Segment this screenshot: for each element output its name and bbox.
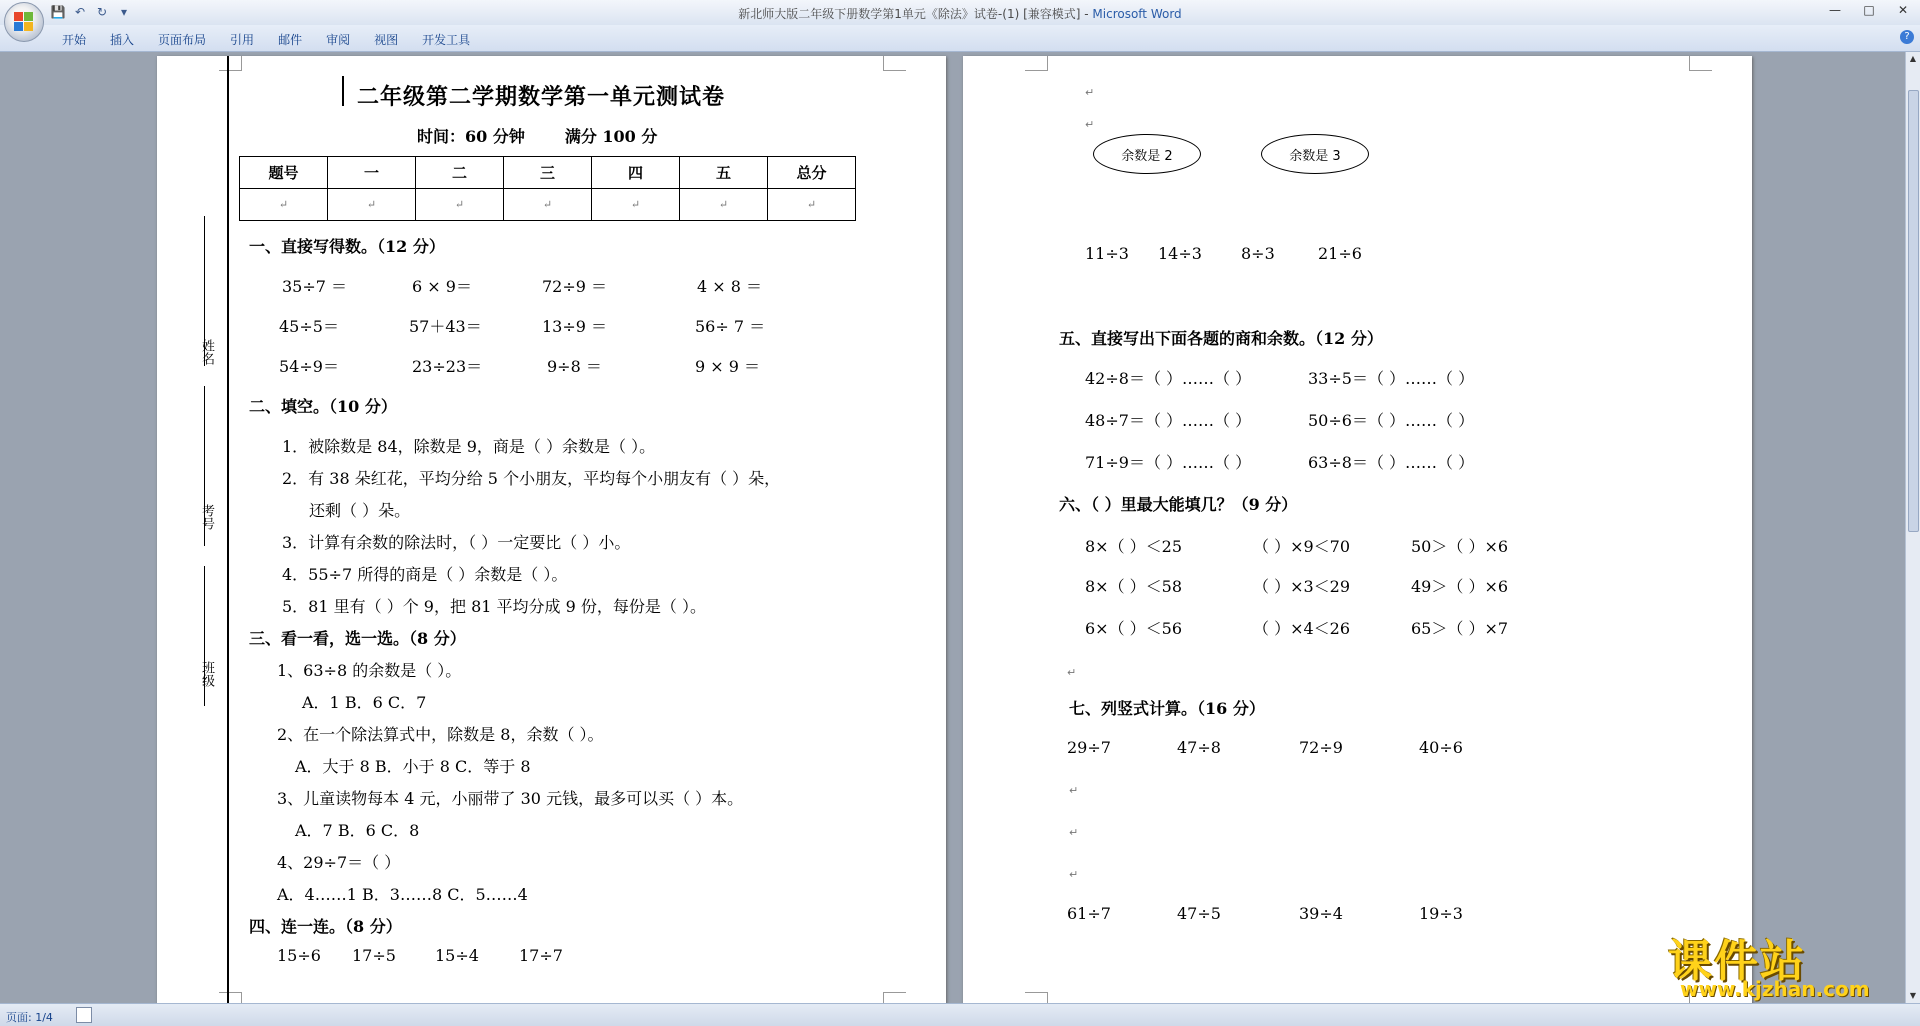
fill-item: 还剩（ ）朵。: [309, 501, 411, 520]
choice-question: 4、29÷7＝（ ）: [277, 853, 401, 872]
score-cell[interactable]: ↵: [504, 189, 592, 221]
scroll-down-icon[interactable]: ▼: [1909, 991, 1917, 1000]
document-title: 新北师大版二年级下册数学第1单元《除法》试卷-(1) [兼容模式] -: [738, 7, 1093, 21]
question-item: 57＋43＝: [409, 317, 482, 336]
paragraph-mark: ↵: [1069, 868, 1079, 881]
question-item: 50＞（ ）×6: [1411, 537, 1509, 556]
fill-item: 4．55÷7 所得的商是（ ）余数是（ ）。: [282, 565, 568, 584]
question-item: 65＞（ ）×7: [1411, 619, 1509, 638]
choice-options: A．1 B．6 C．7: [302, 693, 427, 712]
tab-home[interactable]: 开始: [62, 33, 87, 47]
question-item: 9 × 9 ＝: [695, 357, 761, 376]
paragraph-mark: ↵: [1085, 118, 1095, 131]
page-1[interactable]: [157, 56, 946, 1003]
question-item: 48÷7＝（ ）……（ ）: [1085, 411, 1252, 430]
tab-page-layout[interactable]: 页面布局: [158, 33, 207, 47]
question-item: 4 × 8 ＝: [697, 277, 763, 296]
binding-line: [227, 56, 229, 1003]
window-title: [0, 5, 1920, 22]
watermark-logo: [1668, 925, 1900, 1003]
connect-item: 21÷6: [1318, 244, 1362, 263]
score-cell[interactable]: ↵: [768, 189, 856, 221]
choice-question: 1、63÷8 的余数是（ ）。: [277, 661, 462, 680]
question-item: 13÷9 ＝: [542, 317, 608, 336]
table-header: 四: [592, 157, 680, 189]
section-7-heading: 七、列竖式计算。（16 分）: [1069, 699, 1265, 718]
score-cell[interactable]: ↵: [592, 189, 680, 221]
section-3-heading: 三、看一看，选一选。（8 分）: [249, 629, 466, 648]
section-2-heading: 二、填空。（10 分）: [249, 397, 397, 416]
question-item: 19÷3: [1419, 904, 1463, 923]
question-item: 40÷6: [1419, 738, 1463, 757]
binding-exam-no-label: 考号: [199, 504, 214, 530]
question-item: 56÷ 7 ＝: [695, 317, 766, 336]
table-row: [240, 157, 856, 189]
question-item: 72÷9 ＝: [542, 277, 608, 296]
tab-references[interactable]: 引用: [230, 33, 255, 47]
cursor-bar: [342, 76, 344, 106]
score-cell[interactable]: ↵: [240, 189, 328, 221]
ribbon-tabs: [50, 29, 482, 51]
answer-oval: 余数是 2: [1093, 134, 1201, 174]
section-4-heading: 四、连一连。（8 分）: [249, 917, 402, 936]
question-item: 6×（ ）＜56: [1085, 619, 1183, 638]
question-item: 47÷8: [1177, 738, 1221, 757]
scroll-thumb[interactable]: [1908, 90, 1919, 532]
title-bar: [0, 0, 1920, 25]
page-indicator[interactable]: 页面: 1/4: [6, 1011, 53, 1024]
paragraph-mark: ↵: [1069, 826, 1079, 839]
fill-item: 2．有 38 朵红花，平均分给 5 个小朋友，平均每个小朋友有（ ）朵，: [282, 469, 781, 488]
paper-title: 二年级第二学期数学第一单元测试卷: [357, 84, 726, 110]
tab-developer[interactable]: 开发工具: [422, 33, 471, 47]
watermark-text: 课件站: [1668, 936, 1806, 987]
question-item: 63÷8＝（ ）……（ ）: [1308, 453, 1475, 472]
score-cell[interactable]: ↵: [328, 189, 416, 221]
question-item: 54÷9＝: [279, 357, 339, 376]
section-1-heading: 一、直接写得数。（12 分）: [249, 237, 445, 256]
score-table: [239, 156, 856, 221]
question-item: 49＞（ ）×6: [1411, 577, 1509, 596]
connect-item: 15÷6: [277, 946, 321, 965]
document-workspace: [0, 52, 1906, 1003]
table-header: 三: [504, 157, 592, 189]
question-item: 9÷8 ＝: [547, 357, 602, 376]
office-button[interactable]: [4, 2, 44, 42]
question-item: （ ）×3＜29: [1253, 577, 1351, 596]
question-item: 47÷5: [1177, 904, 1221, 923]
page-2[interactable]: [963, 56, 1752, 1003]
score-cell[interactable]: ↵: [416, 189, 504, 221]
app-name: Microsoft Word: [1092, 7, 1182, 21]
save-icon[interactable]: 💾: [50, 5, 66, 19]
time-limit: 时间：60 分钟: [417, 127, 525, 146]
status-bar: [0, 1003, 1920, 1026]
question-item: （ ）×9＜70: [1253, 537, 1351, 556]
connect-item: 14÷3: [1158, 244, 1202, 263]
fill-item: 5．81 里有（ ）个 9，把 81 平均分成 9 份，每份是（ ）。: [282, 597, 706, 616]
scroll-up-icon[interactable]: ▲: [1909, 54, 1917, 63]
paper-subtitle: [417, 124, 697, 147]
section-6-heading: 六、（ ）里最大能填几？（9 分）: [1059, 495, 1298, 514]
fill-item: 1．被除数是 84，除数是 9，商是（ ）余数是（ ）。: [282, 437, 656, 456]
question-item: 29÷7: [1067, 738, 1111, 757]
question-item: 33÷5＝（ ）……（ ）: [1308, 369, 1475, 388]
choice-options: A．4……1 B．3……8 C．5……4: [277, 885, 528, 904]
question-item: 42÷8＝（ ）……（ ）: [1085, 369, 1252, 388]
choice-options: A．7 B．6 C．8: [295, 821, 420, 840]
maximize-button[interactable]: □: [1863, 3, 1875, 17]
score-cell[interactable]: ↵: [680, 189, 768, 221]
table-row: [240, 189, 856, 221]
question-item: 45÷5＝: [279, 317, 339, 336]
undo-icon[interactable]: ↶: [74, 5, 86, 19]
connect-item: 8÷3: [1241, 244, 1275, 263]
section-5-heading: 五、直接写出下面各题的商和余数。（12 分）: [1059, 329, 1383, 348]
full-score: 满分 100 分: [564, 127, 658, 146]
ribbon: [0, 25, 1920, 52]
table-header: 总分: [768, 157, 856, 189]
question-item: 23÷23＝: [412, 357, 483, 376]
table-header: 一: [328, 157, 416, 189]
tab-view[interactable]: 视图: [374, 33, 399, 47]
connect-item: 11÷3: [1085, 244, 1129, 263]
tab-insert[interactable]: 插入: [110, 33, 135, 47]
paragraph-mark: ↵: [1085, 86, 1095, 99]
customize-qat-icon[interactable]: ▾: [120, 5, 128, 19]
table-header: 题号: [240, 157, 328, 189]
question-item: 35÷7 ＝: [282, 277, 348, 296]
office-logo-icon: [14, 12, 34, 32]
question-item: （ ）×4＜26: [1253, 619, 1351, 638]
close-button[interactable]: ✕: [1897, 3, 1909, 17]
question-item: 8×（ ）＜25: [1085, 537, 1183, 556]
binding-class-label: 班级: [199, 661, 214, 687]
question-item: 6 × 9＝: [412, 277, 472, 296]
proofing-icon[interactable]: [76, 1007, 92, 1023]
choice-question: 3、儿童读物每本 4 元，小丽带了 30 元钱，最多可以买（ ）本。: [277, 789, 744, 808]
binding-name-label: 姓名: [199, 339, 214, 365]
question-item: 61÷7: [1067, 904, 1111, 923]
watermark-url: www.kjzhan.com: [1680, 977, 1870, 1001]
tab-review[interactable]: 审阅: [326, 33, 351, 47]
paragraph-mark: ↵: [1067, 666, 1077, 679]
choice-options: A．大于 8 B．小于 8 C．等于 8: [295, 757, 531, 776]
answer-oval: 余数是 3: [1261, 134, 1369, 174]
table-header: 五: [680, 157, 768, 189]
connect-item: 15÷4: [435, 946, 479, 965]
vertical-scrollbar[interactable]: [1905, 52, 1920, 1003]
question-item: 39÷4: [1299, 904, 1343, 923]
choice-question: 2、在一个除法算式中，除数是 8，余数（ ）。: [277, 725, 604, 744]
question-item: 72÷9: [1299, 738, 1343, 757]
connect-item: 17÷7: [519, 946, 563, 965]
fill-item: 3．计算有余数的除法时，（ ）一定要比（ ）小。: [282, 533, 631, 552]
table-header: 二: [416, 157, 504, 189]
question-item: 8×（ ）＜58: [1085, 577, 1183, 596]
question-item: 71÷9＝（ ）……（ ）: [1085, 453, 1252, 472]
tab-mailings[interactable]: 邮件: [278, 33, 303, 47]
connect-item: 17÷5: [352, 946, 396, 965]
redo-icon[interactable]: ↻: [96, 5, 108, 19]
minimize-button[interactable]: —: [1829, 3, 1841, 17]
paragraph-mark: ↵: [1069, 784, 1079, 797]
question-item: 50÷6＝（ ）……（ ）: [1308, 411, 1475, 430]
help-icon[interactable]: ?: [1900, 30, 1914, 44]
